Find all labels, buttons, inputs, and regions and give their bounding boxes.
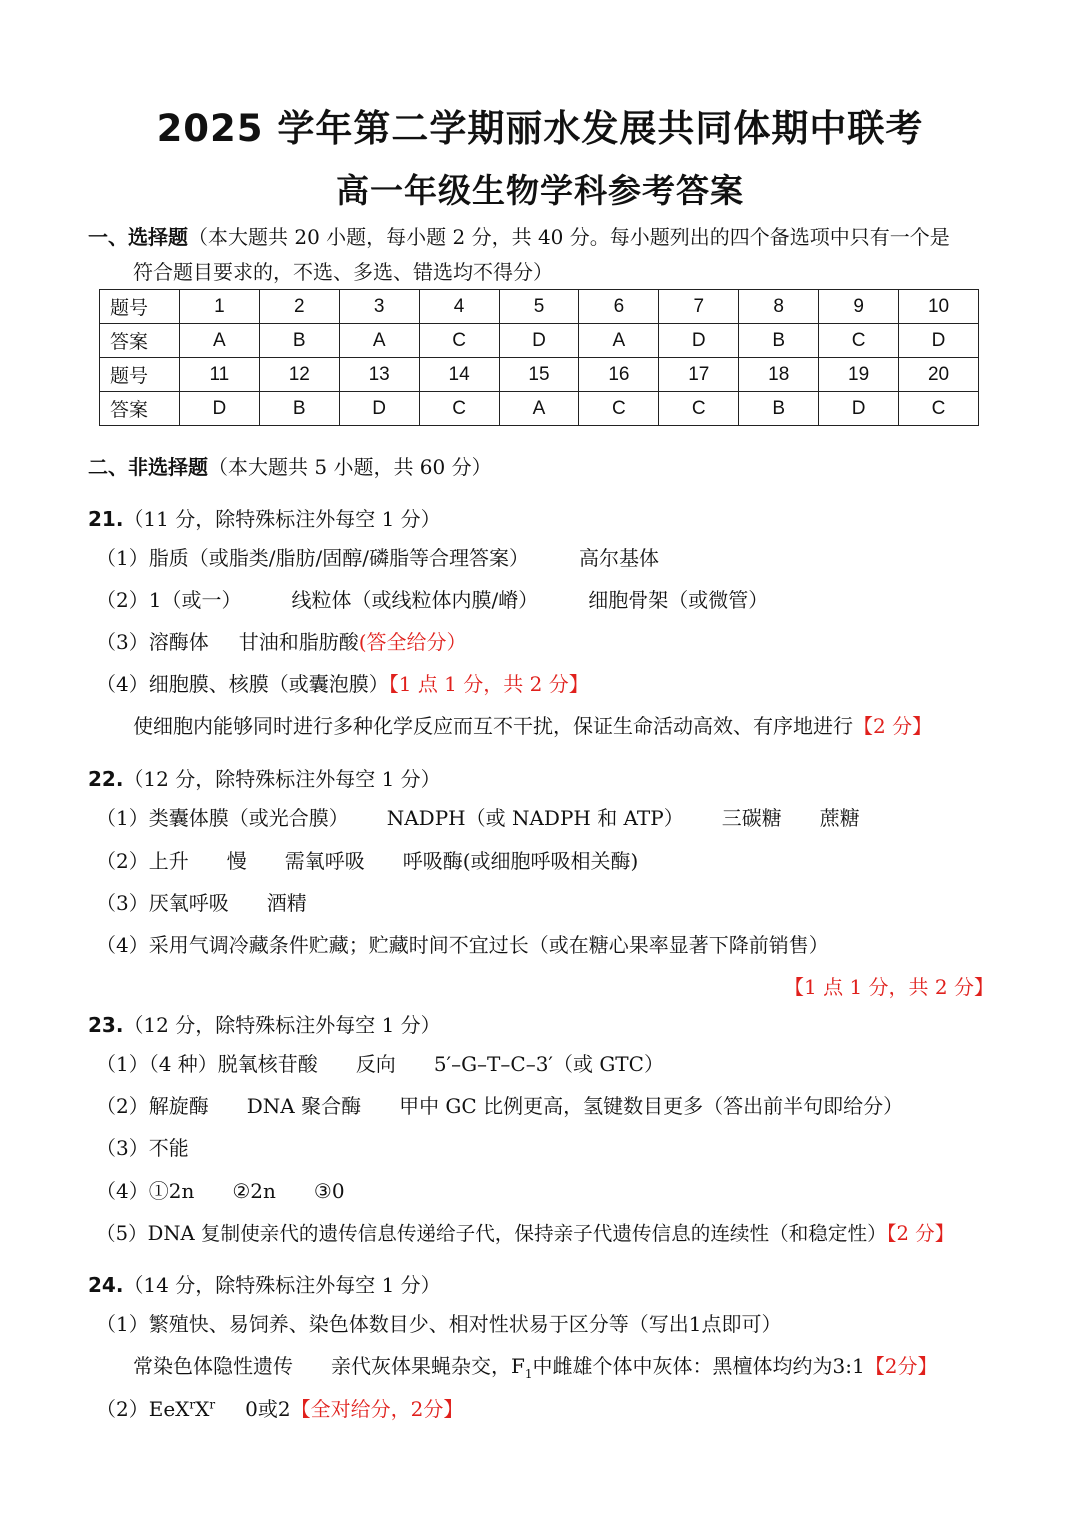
table-cell: 11: [179, 358, 259, 392]
q24-answer-1: （1）繁殖快、易饲养、染色体数目少、相对性状易于区分等（写出1点即可）: [96, 1312, 782, 1336]
q21-answer-4-cont: 使细胞内能够同时进行多种化学反应而互不干扰，保证生命活动高效、有序地进行【2 分】: [133, 714, 933, 738]
table-cell: D: [899, 324, 979, 358]
table-row: [100, 324, 979, 358]
row-label: 答案: [100, 392, 180, 426]
table-cell: B: [739, 392, 819, 426]
page-title: 2025 学年第二学期丽水发展共同体期中联考: [156, 107, 924, 150]
scoring-note: 【2分】: [864, 1354, 938, 1378]
q21-answer-3: （3）溶酶体 甘油和脂肪酸(答全给分）: [96, 630, 467, 654]
table-cell: C: [419, 324, 499, 358]
table-cell: 18: [739, 358, 819, 392]
table-cell: 12: [259, 358, 339, 392]
table-cell: C: [419, 392, 499, 426]
q23-answer-3: （3）不能: [96, 1136, 189, 1160]
table-cell: A: [499, 392, 579, 426]
q23-number: 23.: [88, 1013, 124, 1037]
q22-answer-1: （1）类囊体膜（或光合膜） NADPH（或 NADPH 和 ATP） 三碳糖 蔗糖: [96, 806, 860, 830]
q21-header: [88, 503, 441, 532]
table-cell: C: [659, 392, 739, 426]
q22-answer-2: （2）上升 慢 需氧呼吸 呼吸酶(或细胞呼吸相关酶): [96, 849, 639, 873]
q24-answer-2: $(2)EeX^rX^r$ 0或2【全对给分，2分】: [96, 1397, 464, 1421]
table-cell: A: [179, 324, 259, 358]
section1-label: 一、选择题: [88, 225, 188, 249]
table-cell: 14: [419, 358, 499, 392]
scoring-note: 【2 分】: [853, 714, 933, 738]
table-cell: C: [579, 392, 659, 426]
q24-header: [88, 1269, 441, 1298]
section2-desc: （本大题共 5 小题，共 60 分）: [208, 455, 492, 479]
table-cell: D: [339, 392, 419, 426]
table-cell: D: [659, 324, 739, 358]
scoring-note: 【2 分】: [886, 1222, 955, 1245]
row-label: 题号: [100, 290, 180, 324]
table-cell: B: [259, 392, 339, 426]
table-cell: 6: [579, 290, 659, 324]
table-cell: B: [739, 324, 819, 358]
q21-number: 21.: [88, 507, 124, 531]
table-cell: 19: [819, 358, 899, 392]
section2-label: 二、非选择题: [88, 455, 208, 479]
q24-scoring: （14 分，除特殊标注外每空 1 分）: [123, 1273, 441, 1297]
section1-desc-cont: 符合题目要求的，不选、多选、错选均不得分）: [133, 260, 553, 284]
table-cell: 7: [659, 290, 739, 324]
table-cell: 3: [339, 290, 419, 324]
table-row: [100, 290, 979, 324]
answer-table: [99, 289, 979, 426]
section1-heading: [88, 221, 950, 250]
q22-scoring: （12 分，除特殊标注外每空 1 分）: [123, 767, 441, 791]
row-label: 题号: [100, 358, 180, 392]
q24-number: 24.: [88, 1273, 124, 1297]
q23-answer-5: （5）DNA 复制使亲代的遗传信息传递给子代，保持亲子代遗传信息的连续性（和稳定性）【2 分】: [96, 1222, 955, 1245]
table-cell: 1: [179, 290, 259, 324]
table-cell: 2: [259, 290, 339, 324]
table-cell: 8: [739, 290, 819, 324]
scoring-note: 【全对给分，2分】: [290, 1397, 464, 1421]
q22-number: 22.: [88, 767, 124, 791]
scoring-note: 【1 点 1 分，共 2 分】: [784, 975, 994, 999]
table-cell: D: [819, 392, 899, 426]
q23-answer-4: （4）①2n ②2n ③0: [96, 1179, 345, 1203]
table-cell: C: [819, 324, 899, 358]
q23-scoring: （12 分，除特殊标注外每空 1 分）: [123, 1013, 441, 1037]
table-cell: 20: [899, 358, 979, 392]
table-cell: 5: [499, 290, 579, 324]
table-cell: 10: [899, 290, 979, 324]
q21-answer-1: （1）脂质（或脂类/脂肪/固醇/磷脂等合理答案） 高尔基体: [96, 546, 659, 570]
table-cell: 13: [339, 358, 419, 392]
table-cell: A: [579, 324, 659, 358]
table-row: [100, 392, 979, 426]
scoring-note: (答全给分）: [358, 630, 467, 654]
page-subtitle: 高一年级生物学科参考答案: [336, 171, 744, 210]
table-cell: 9: [819, 290, 899, 324]
table-row: [100, 358, 979, 392]
scoring-note: 【1 点 1 分，共 2 分】: [388, 672, 589, 696]
section2-heading: [88, 451, 492, 480]
table-cell: D: [179, 392, 259, 426]
q21-answer-2: （2）1（或一） 线粒体（或线粒体内膜/嵴） 细胞骨架（或微管）: [96, 588, 769, 612]
table-cell: A: [339, 324, 419, 358]
q23-header: [88, 1009, 441, 1038]
section1-desc: （本大题共 20 小题，每小题 2 分，共 40 分。每小题列出的四个备选项中只有一个是: [188, 225, 950, 249]
table-cell: 16: [579, 358, 659, 392]
table-cell: D: [499, 324, 579, 358]
q23-answer-1: （1）（4 种）脱氧核苷酸 反向 5′–G–T–C–3′（或 GTC）: [96, 1052, 664, 1076]
table-cell: B: [259, 324, 339, 358]
table-cell: 15: [499, 358, 579, 392]
q22-header: [88, 763, 441, 792]
table-cell: 17: [659, 358, 739, 392]
row-label: 答案: [100, 324, 180, 358]
q22-answer-4: （4）采用气调冷藏条件贮藏；贮藏时间不宜过长（或在糖心果率显著下降前销售）: [96, 933, 829, 957]
table-cell: 4: [419, 290, 499, 324]
q21-scoring: （11 分，除特殊标注外每空 1 分）: [123, 507, 441, 531]
q22-answer-3: （3）厌氧呼吸 酒精: [96, 891, 307, 915]
table-cell: C: [899, 392, 979, 426]
q23-answer-2: （2）解旋酶 DNA 聚合酶 甲中 GC 比例更高，氢键数目更多（答出前半句即给分）: [96, 1094, 904, 1118]
q24-answer-1-cont: 常染色体隐性遗传 亲代灰体果蝇杂交，$F_1$中雌雄个体中灰体：黑檀体均约为3:1【2分】: [133, 1354, 938, 1381]
q21-answer-4: （4）细胞膜、核膜（或囊泡膜）【1 点 1 分，共 2 分】: [96, 672, 589, 696]
